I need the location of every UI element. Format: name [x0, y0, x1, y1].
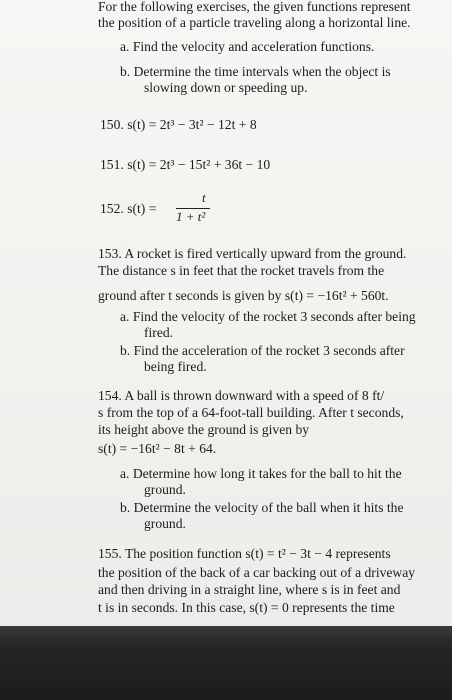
exercise-154-item-a-line-2: ground.: [144, 482, 186, 497]
exercise-153-item-b-line-1: b. Find the acceleration of the rocket 3 seconds after: [120, 343, 405, 358]
exercise-154-line-3: its height above the ground is given by: [98, 422, 310, 437]
exercise-153-item-b-line-2: being fired.: [144, 359, 207, 374]
exercise-152-label: 152. s(t) =: [100, 201, 157, 216]
intro-item-b-line-2: slowing down or speeding up.: [144, 80, 308, 95]
exercise-153-line-1: 153. A rocket is fired vertically upward from the ground.: [98, 246, 407, 261]
exercise-155-line-2: the position of the back of a car backing out of a driveway: [98, 565, 416, 580]
exercise-153-item-a-line-2: fired.: [144, 325, 174, 340]
exercise-152-denominator: 1 + t²: [176, 209, 206, 224]
exercise-151: 151. s(t) = 2t³ − 15t² + 36t − 10: [100, 157, 271, 172]
dark-background-strip: [0, 626, 452, 700]
exercise-155-line-1: 155. The position function s(t) = t² − 3t − 4 represents: [98, 546, 391, 561]
exercise-153-line-2: The distance s in feet that the rocket travels from the: [98, 263, 385, 278]
exercise-153-item-a-line-1: a. Find the velocity of the rocket 3 seconds after being: [120, 309, 416, 324]
exercise-152-numerator: t: [202, 190, 206, 205]
exercise-154-item-a-line-1: a. Determine how long it takes for the ball to hit the: [120, 466, 402, 481]
exercise-154-item-b-line-1: b. Determine the velocity of the ball when it hits the: [120, 500, 404, 515]
exercise-154-item-b-line-2: ground.: [144, 516, 186, 531]
exercise-153-line-3: ground after t seconds is given by s(t) = −16t² + 560t.: [98, 288, 389, 303]
intro-item-a: a. Find the velocity and acceleration functions.: [120, 39, 375, 54]
exercise-150: 150. s(t) = 2t³ − 3t² − 12t + 8: [100, 117, 257, 132]
exercise-154-line-1: 154. A ball is thrown downward with a speed of 8 ft/: [98, 388, 385, 403]
intro-line-2: the position of a particle traveling along a horizontal line.: [98, 15, 411, 30]
exercise-155-line-3: and then driving in a straight line, where s is in feet and: [98, 582, 401, 597]
exercise-154-line-4: s(t) = −16t² − 8t + 64.: [98, 441, 217, 456]
intro-line-1: For the following exercises, the given functions represent: [98, 0, 411, 14]
exercise-154-line-2: s from the top of a 64-foot-tall building. After t seconds,: [98, 405, 404, 420]
exercise-155-line-4: t is in seconds. In this case, s(t) = 0 represents the time: [98, 600, 395, 615]
intro-item-b-line-1: b. Determine the time intervals when the object is: [120, 64, 391, 79]
